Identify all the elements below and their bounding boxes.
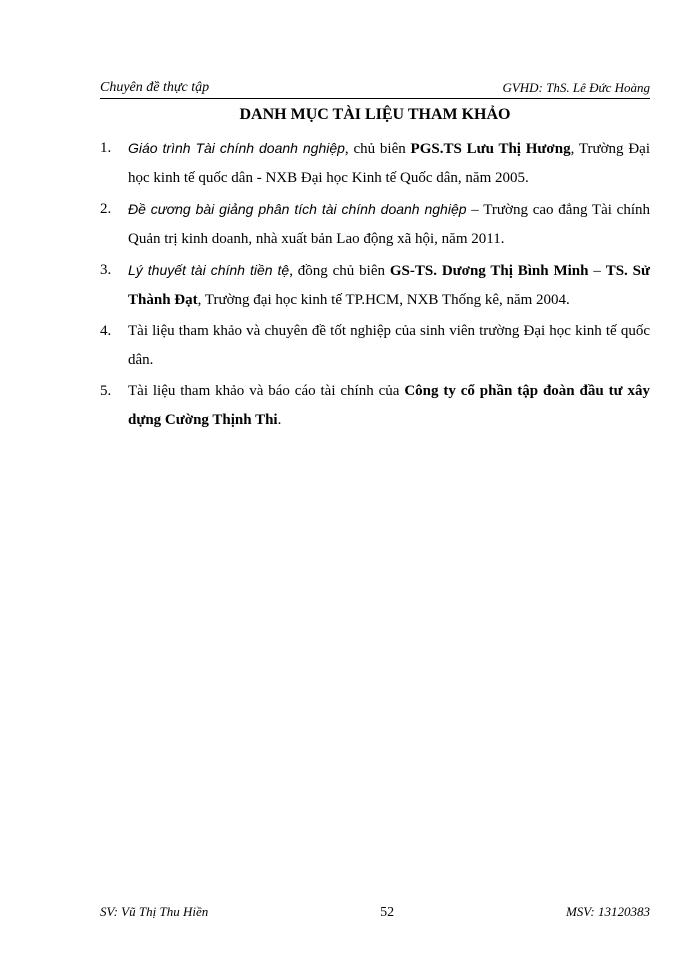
reference-company: Công ty cổ phần tập đoàn đầu tư xây dựng Cường Thịnh Thi xyxy=(128,383,650,428)
reference-item xyxy=(100,377,650,435)
page-title: DANH MỤC TÀI LIỆU THAM KHẢO xyxy=(239,106,511,123)
reference-title: Giáo trình Tài chính doanh nghiệp xyxy=(128,140,345,156)
reference-number: 5. xyxy=(100,383,112,399)
reference-text: Đề cương bài giảng phân tích tài chính doanh nghiệp – Trường cao đẳng Tài chính Quản trị kinh doanh, nhà xuất bản Lao động xã hội, năm 2011. xyxy=(128,201,651,247)
reference-text: Giáo trình Tài chính doanh nghiệp, chủ biên PGS.TS Lưu Thị Hương, Trường Đại học kinh tế quốc dân - NXB Đại học Kinh tế Quốc dân, năm 2005. xyxy=(128,140,651,186)
footer-student: SV: Vũ Thị Thu Hiền xyxy=(100,904,209,919)
reference-text: Tài liệu tham khảo và báo cáo tài chính của Công ty cổ phần tập đoàn đầu tư xây dựng Cường Thịnh Thi. xyxy=(128,383,650,428)
reference-number: 3. xyxy=(100,262,112,278)
reference-title: Lý thuyết tài chính tiền tệ xyxy=(128,262,290,278)
reference-author: GS-TS. Dương Thị Bình Minh xyxy=(389,263,589,279)
page-header xyxy=(100,80,650,99)
reference-item xyxy=(100,134,650,193)
footer-student-id: MSV: 13120383 xyxy=(565,904,650,919)
reference-author: TS. Sử Thành Đạt xyxy=(128,263,651,308)
reference-item xyxy=(100,256,650,315)
page-number: 52 xyxy=(380,905,395,920)
header-subject: Chuyên đề thực tập xyxy=(100,80,210,95)
reference-number: 2. xyxy=(100,201,112,217)
reference-item xyxy=(100,317,650,375)
reference-list xyxy=(100,134,650,437)
reference-number: 4. xyxy=(100,323,112,339)
reference-title: Đề cương bài giảng phân tích tài chính doanh nghiệp xyxy=(128,201,467,217)
reference-text: Lý thuyết tài chính tiền tệ, đồng chủ biên GS-TS. Dương Thị Bình Minh – TS. Sử Thành Đạt, Trường đại học kinh tế TP.HCM, NXB Thống kê, năm 2004. xyxy=(128,262,651,308)
page-footer xyxy=(100,904,650,921)
reference-number: 1. xyxy=(100,140,112,156)
reference-item xyxy=(100,195,650,254)
header-supervisor: GVHD: ThS. Lê Đức Hoàng xyxy=(502,80,650,95)
reference-text: Tài liệu tham khảo và chuyên đề tốt nghiệp của sinh viên trường Đại học kinh tế quốc dân. xyxy=(128,323,650,368)
reference-author: PGS.TS Lưu Thị Hương xyxy=(410,141,571,157)
